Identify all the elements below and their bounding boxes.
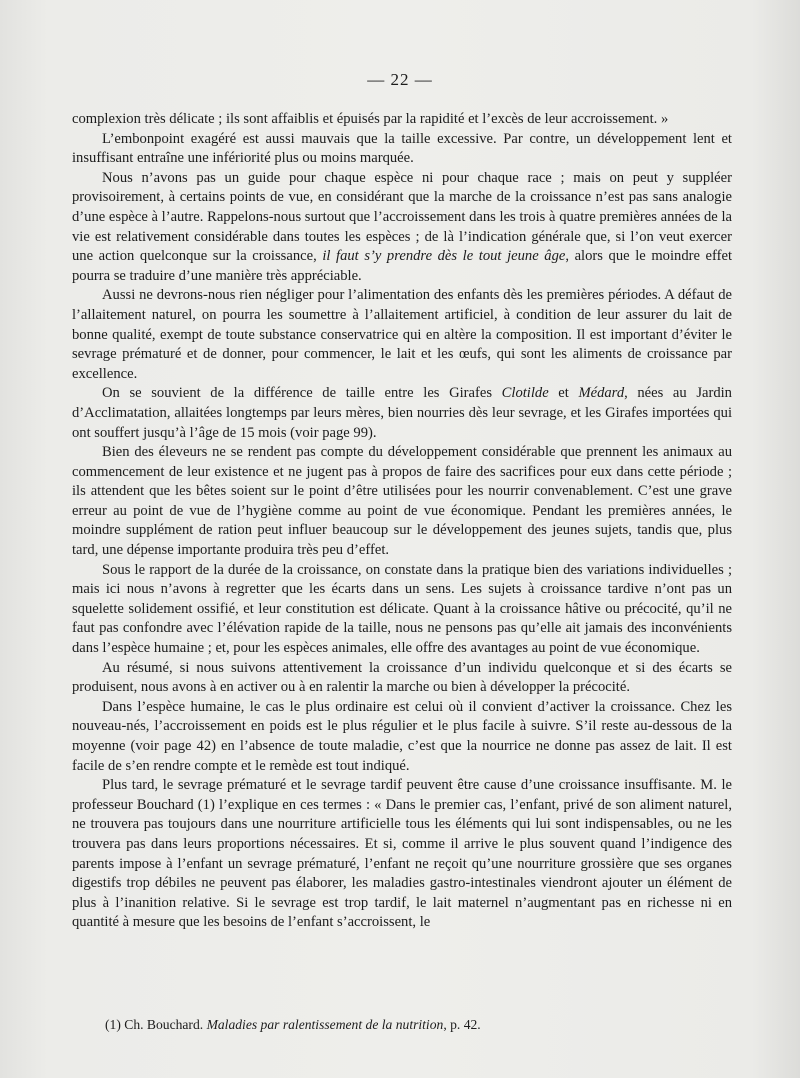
paragraph [72,443,732,561]
paragraph [72,384,732,443]
footnote-title: Maladies par ralentissement de la nutrition [206,1017,444,1032]
paragraph [72,110,732,130]
paragraph [72,130,732,169]
text-run: Bien des éleveurs ne se rendent pas compte du développement considérable que prennent les animaux au commencement de leur existence et ne jugent pas à propos de faire des sacrifices pour eux dans cette période ; ils attendent que les bêtes soient sur le point d’être utilisées pour les nourrir convenablement. C’est une grave erreur au point de vue de l’hygiène comme au point de vue économique. Pendant les premières années, le moindre supplément de ration peut influer beaucoup sur le développement des jeunes sujets, tandis que, plus tard, une dépense importante produira très peu d’effet. [72,444,732,559]
paragraph [72,776,732,933]
page-body-text [72,110,732,933]
italic-text: Clotilde [501,385,549,402]
text-run: Au résumé, si nous suivons attentivement la croissance d’un individu quelconque et si des écarts se produisent, nous avons à en activer ou à en ralentir la marche ou bien à développer la précocité. [72,659,732,696]
text-run: Dans l’espèce humaine, le cas le plus ordinaire est celui où il convient d’activer la croissance. Chez les nouveau-nés, l’accroissement en poids est le plus régulier et le plus facile à suivre. S’il reste au-dessous de la moyenne (voir page 42) en l’absence de toute maladie, c’est que la nourrice ne donne pas assez de lait. Il est facile de s’en rendre compte et le remède est tout indiqué. [72,698,732,774]
text-run: Plus tard, le sevrage prématuré et le sevrage tardif peuvent être cause d’une croissance insuffisante. M. le professeur Bouchard (1) l’explique en ces termes : « Dans le premier cas, l’enfant, privé de son aliment naturel, ne trouvera pas toujours dans une nourriture artificielle tous les éléments qui lui sont indispensables, ou ne les trouvera pas dans leurs proportions nécessaires. Et si, comme il arrive le plus souvent quand l’indigence des parents impose à l’enfant un sevrage prématuré, l’enfant ne reçoit qu’une nourriture grossière que ses organes digestifs trop débiles ne peuvent pas élaborer, les maladies gastro-intestinales viendront ajouter un élément de plus à l’inanition relative. Si le sevrage est trop tardif, le lait maternel n’augmentant pas en richesse ni en quantité à mesure que les besoins de l’enfant s’accroissent, le [72,777,732,931]
text-run: complexion très délicate ; ils sont affaiblis et épuisés par la rapidité et l’excès de leur accroissement. » [72,111,669,127]
page-number: — 22 — [367,70,433,89]
italic-text: il faut s’y prendre dès le tout jeune âge [322,248,566,265]
text-run: , alors que le moindre effet pourra se traduire d’une manière très appréciable. [72,248,733,284]
paragraph [72,561,732,659]
text-run: , nées au Jardin d’Acclimatation, allaitées longtemps par leurs mères, bien nourries dès leur sevrage, et les Girafes importées qui ont souffert jusqu’à l’âge de 15 mois (voir page 99). [72,385,732,441]
text-run: Nous n’avons pas un guide pour chaque espèce ni pour chaque race ; mais on peut y suppléer provisoirement, à certains points de vue, en considérant que la marche de la croissance n’est pas sans analogie d’une espèce à l’autre. Rappelons-nous surtout que l’accroissement dans les trois à quatre premières années de la vie est relativement considérable dans toutes les espèces ; de là l’indication générale que, si l’on veut exercer une action quelconque sur la croissance, [72,169,732,265]
paragraph [72,169,732,287]
text-run: Sous le rapport de la durée de la croissance, on constate dans la pratique bien des variations individuelles ; mais ici nous n’avons à regretter que les écarts dans un sens. Les sujets à croissance tardive n’ont pas un squelette solidement ossifié, et leur constitution est délicate. Quant à la croissance hâtive ou précocité, qu’il ne faut pas confondre avec l’élévation rapide de la taille, nous ne pensons pas qu’elle ait jamais des inconvénients dans l’espèce humaine ; et, pour les espèces animales, elle offre des avantages au point de vue économique. [72,561,732,657]
paragraph [72,286,732,384]
paragraph [72,698,732,776]
text-run: Aussi ne devrons-nous rien négliger pour l’alimentation des enfants dès les premières périodes. A défaut de l’allaitement naturel, on pourra les soumettre à l’allaitement artificiel, à condition de leur assurer du lait de bonne qualité, exempt de toute substance conservatrice qui en altère la composition. Il est important d’éviter le sevrage prématuré et de donner, pour commencer, le lait et les œufs, qui sont les aliments de croissance par excellence. [72,287,732,382]
text-run: On se souvient de la différence de taille entre les Girafes [102,385,502,402]
footnote-reference: (1) Ch. Bouchard. [105,1017,207,1032]
footnote-suffix: , p. 42. [443,1017,481,1032]
paragraph [72,659,732,698]
footnote [105,1016,745,1034]
text-run: et [548,385,579,402]
italic-text: Médard [578,385,625,402]
text-run: L’embonpoint exagéré est aussi mauvais que la taille excessive. Par contre, un développement lent et insuffisant entraîne une infériorité plus ou moins marquée. [72,130,732,167]
